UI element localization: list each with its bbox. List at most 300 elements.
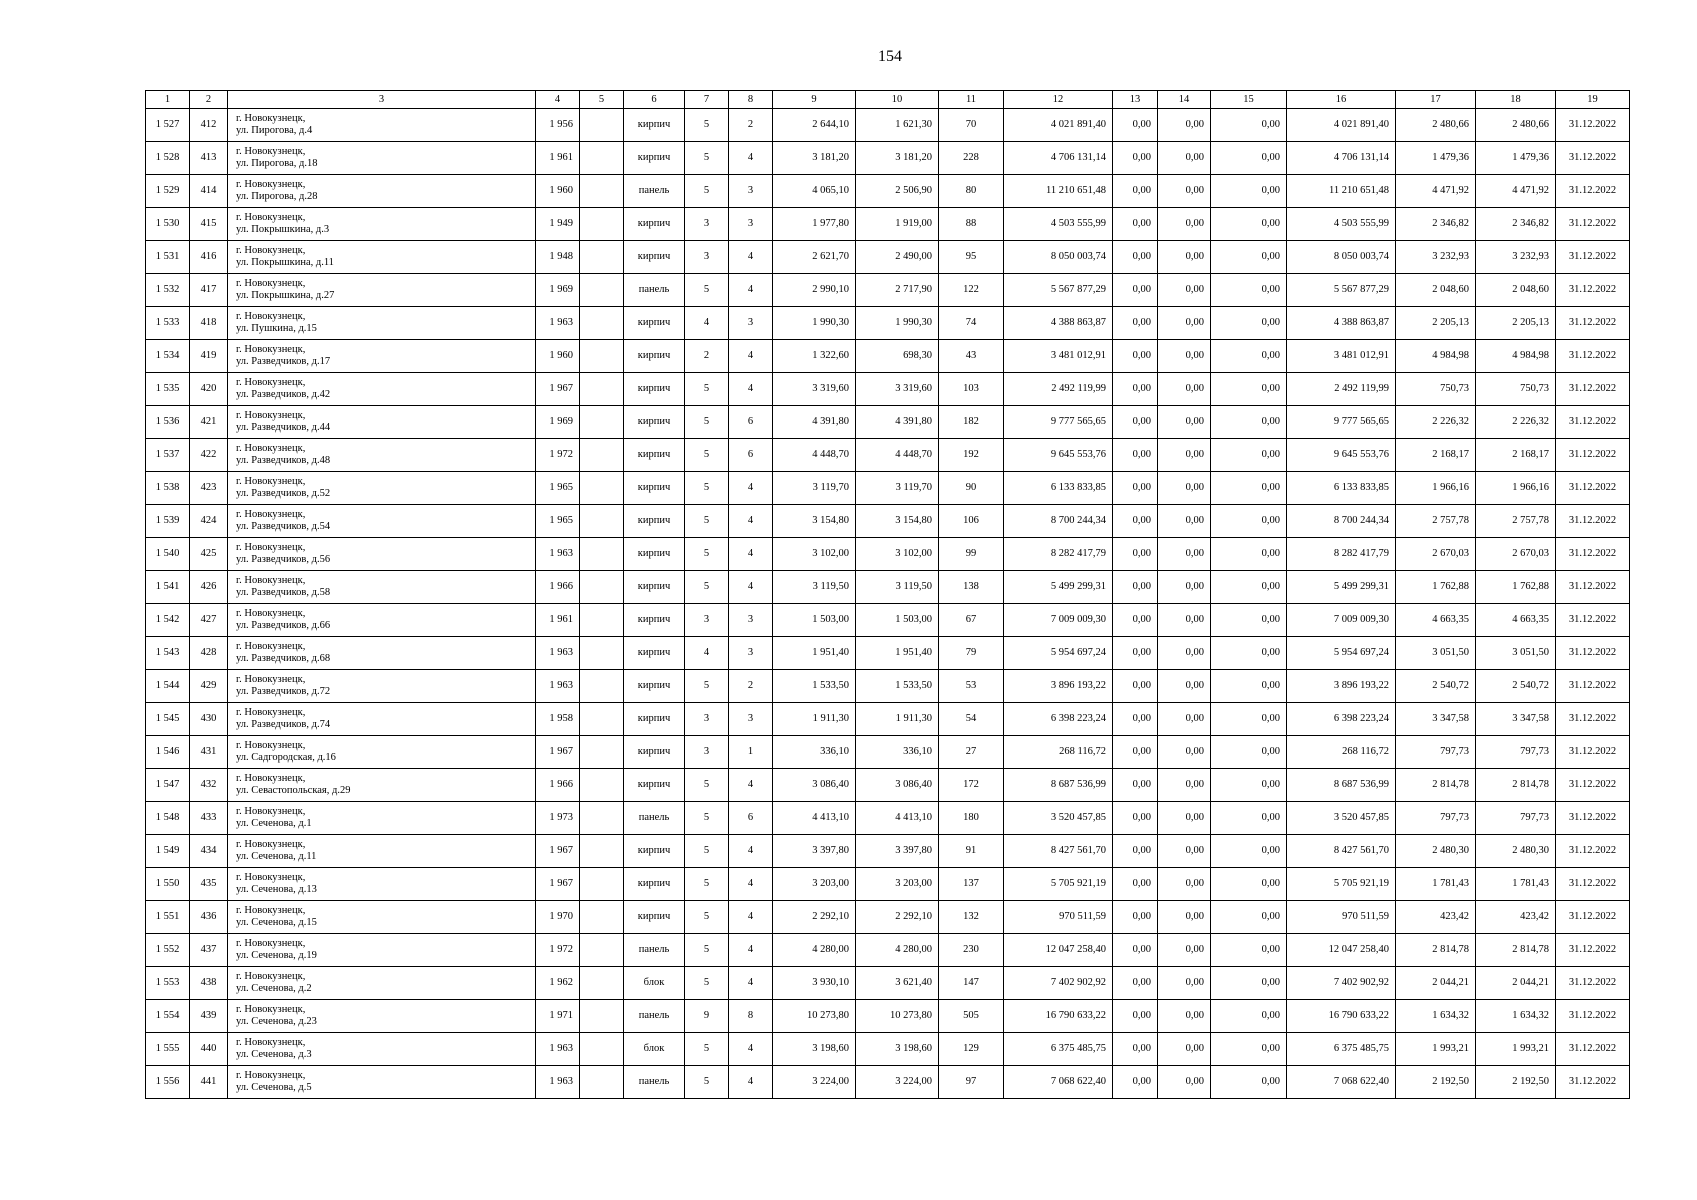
cell-col-12: 8 687 536,99 [1004, 769, 1113, 802]
cell-col-11: 147 [939, 967, 1004, 1000]
cell-col-17: 4 471,92 [1396, 175, 1476, 208]
address-street: ул. Сеченова, д.5 [236, 1082, 312, 1093]
address-street: ул. Садгородская, д.16 [236, 752, 336, 763]
cell-col-10: 3 397,80 [856, 835, 939, 868]
cell-col-9: 1 911,30 [773, 703, 856, 736]
cell-col-8: 3 [729, 208, 773, 241]
cell-col-8: 2 [729, 670, 773, 703]
cell-col-5 [580, 670, 624, 703]
cell-col-1: 1 532 [146, 274, 190, 307]
cell-col-10: 2 717,90 [856, 274, 939, 307]
cell-col-5 [580, 967, 624, 1000]
cell-col-8: 3 [729, 703, 773, 736]
address-street: ул. Разведчиков, д.66 [236, 620, 331, 631]
address-city: г. Новокузнецк, [236, 344, 306, 355]
cell-col-11: 74 [939, 307, 1004, 340]
cell-col-11: 88 [939, 208, 1004, 241]
cell-col-11: 27 [939, 736, 1004, 769]
cell-col-10: 4 280,00 [856, 934, 939, 967]
cell-col-12: 8 427 561,70 [1004, 835, 1113, 868]
cell-col-17: 423,42 [1396, 901, 1476, 934]
address-cell [228, 538, 536, 571]
cell-col-16: 16 790 633,22 [1287, 1000, 1396, 1033]
table-row [146, 340, 1630, 373]
cell-col-12: 5 954 697,24 [1004, 637, 1113, 670]
cell-col-10: 2 292,10 [856, 901, 939, 934]
cell-col-18: 2 670,03 [1476, 538, 1556, 571]
cell-col-9: 3 119,50 [773, 571, 856, 604]
address-street: ул. Разведчиков, д.54 [236, 521, 331, 532]
cell-col-5 [580, 802, 624, 835]
cell-col-16: 9 645 553,76 [1287, 439, 1396, 472]
cell-col-5 [580, 868, 624, 901]
cell-col-15: 0,00 [1211, 1066, 1287, 1099]
cell-col-6: кирпич [624, 604, 685, 637]
cell-col-12: 8 050 003,74 [1004, 241, 1113, 274]
cell-col-13: 0,00 [1113, 538, 1158, 571]
cell-col-17: 2 757,78 [1396, 505, 1476, 538]
cell-col-17: 2 048,60 [1396, 274, 1476, 307]
cell-col-12: 6 375 485,75 [1004, 1033, 1113, 1066]
cell-col-4: 1 965 [536, 472, 580, 505]
cell-col-1: 1 531 [146, 241, 190, 274]
cell-col-6: кирпич [624, 868, 685, 901]
cell-col-8: 4 [729, 505, 773, 538]
cell-col-19: 31.12.2022 [1556, 142, 1630, 175]
cell-col-8: 3 [729, 637, 773, 670]
cell-col-11: 67 [939, 604, 1004, 637]
cell-col-8: 4 [729, 835, 773, 868]
cell-col-7: 3 [685, 604, 729, 637]
cell-col-15: 0,00 [1211, 967, 1287, 1000]
cell-col-14: 0,00 [1158, 571, 1211, 604]
cell-col-17: 2 346,82 [1396, 208, 1476, 241]
cell-col-4: 1 963 [536, 670, 580, 703]
cell-col-16: 8 282 417,79 [1287, 538, 1396, 571]
cell-col-12: 5 499 299,31 [1004, 571, 1113, 604]
cell-col-2: 426 [190, 571, 228, 604]
cell-col-14: 0,00 [1158, 505, 1211, 538]
cell-col-2: 417 [190, 274, 228, 307]
cell-col-14: 0,00 [1158, 109, 1211, 142]
column-header-8: 8 [729, 91, 773, 109]
cell-col-6: кирпич [624, 505, 685, 538]
address-cell [228, 241, 536, 274]
cell-col-13: 0,00 [1113, 241, 1158, 274]
cell-col-8: 4 [729, 340, 773, 373]
cell-col-9: 1 990,30 [773, 307, 856, 340]
cell-col-12: 16 790 633,22 [1004, 1000, 1113, 1033]
cell-col-13: 0,00 [1113, 307, 1158, 340]
cell-col-5 [580, 472, 624, 505]
cell-col-8: 4 [729, 373, 773, 406]
cell-col-8: 6 [729, 802, 773, 835]
cell-col-11: 182 [939, 406, 1004, 439]
cell-col-12: 6 133 833,85 [1004, 472, 1113, 505]
cell-col-18: 1 966,16 [1476, 472, 1556, 505]
cell-col-19: 31.12.2022 [1556, 967, 1630, 1000]
cell-col-10: 1 919,00 [856, 208, 939, 241]
cell-col-15: 0,00 [1211, 241, 1287, 274]
cell-col-4: 1 967 [536, 868, 580, 901]
table-row [146, 670, 1630, 703]
column-header-4: 4 [536, 91, 580, 109]
cell-col-4: 1 956 [536, 109, 580, 142]
cell-col-7: 5 [685, 1033, 729, 1066]
column-header-17: 17 [1396, 91, 1476, 109]
cell-col-16: 5 567 877,29 [1287, 274, 1396, 307]
cell-col-5 [580, 901, 624, 934]
cell-col-10: 3 119,70 [856, 472, 939, 505]
address-street: ул. Сеченова, д.1 [236, 818, 312, 829]
cell-col-7: 5 [685, 175, 729, 208]
address-cell [228, 505, 536, 538]
cell-col-9: 3 930,10 [773, 967, 856, 1000]
cell-col-13: 0,00 [1113, 868, 1158, 901]
table-row [146, 802, 1630, 835]
column-header-3: 3 [228, 91, 536, 109]
cell-col-19: 31.12.2022 [1556, 571, 1630, 604]
cell-col-19: 31.12.2022 [1556, 472, 1630, 505]
cell-col-17: 1 479,36 [1396, 142, 1476, 175]
cell-col-13: 0,00 [1113, 571, 1158, 604]
table-row [146, 406, 1630, 439]
cell-col-2: 429 [190, 670, 228, 703]
cell-col-6: кирпич [624, 571, 685, 604]
cell-col-13: 0,00 [1113, 769, 1158, 802]
cell-col-13: 0,00 [1113, 835, 1158, 868]
cell-col-14: 0,00 [1158, 1033, 1211, 1066]
cell-col-11: 97 [939, 1066, 1004, 1099]
cell-col-7: 5 [685, 439, 729, 472]
address-street: ул. Разведчиков, д.74 [236, 719, 331, 730]
address-cell [228, 571, 536, 604]
cell-col-14: 0,00 [1158, 769, 1211, 802]
address-street: ул. Сеченова, д.15 [236, 917, 317, 928]
cell-col-9: 1 951,40 [773, 637, 856, 670]
cell-col-14: 0,00 [1158, 835, 1211, 868]
cell-col-4: 1 966 [536, 769, 580, 802]
address-city: г. Новокузнецк, [236, 179, 306, 190]
cell-col-2: 434 [190, 835, 228, 868]
address-cell [228, 901, 536, 934]
cell-col-8: 4 [729, 769, 773, 802]
cell-col-2: 428 [190, 637, 228, 670]
address-street: ул. Разведчиков, д.42 [236, 389, 331, 400]
cell-col-14: 0,00 [1158, 439, 1211, 472]
cell-col-19: 31.12.2022 [1556, 1000, 1630, 1033]
cell-col-11: 172 [939, 769, 1004, 802]
address-cell [228, 175, 536, 208]
cell-col-14: 0,00 [1158, 340, 1211, 373]
cell-col-18: 2 757,78 [1476, 505, 1556, 538]
address-city: г. Новокузнецк, [236, 443, 306, 454]
cell-col-10: 10 273,80 [856, 1000, 939, 1033]
cell-col-5 [580, 835, 624, 868]
cell-col-19: 31.12.2022 [1556, 505, 1630, 538]
cell-col-2: 415 [190, 208, 228, 241]
address-city: г. Новокузнецк, [236, 707, 306, 718]
cell-col-16: 970 511,59 [1287, 901, 1396, 934]
cell-col-9: 2 292,10 [773, 901, 856, 934]
cell-col-9: 10 273,80 [773, 1000, 856, 1033]
cell-col-19: 31.12.2022 [1556, 406, 1630, 439]
cell-col-6: кирпич [624, 736, 685, 769]
table-row [146, 175, 1630, 208]
cell-col-14: 0,00 [1158, 142, 1211, 175]
cell-col-2: 420 [190, 373, 228, 406]
cell-col-1: 1 547 [146, 769, 190, 802]
cell-col-11: 54 [939, 703, 1004, 736]
table-row [146, 538, 1630, 571]
cell-col-1: 1 530 [146, 208, 190, 241]
cell-col-15: 0,00 [1211, 868, 1287, 901]
cell-col-8: 4 [729, 1033, 773, 1066]
cell-col-10: 698,30 [856, 340, 939, 373]
cell-col-17: 2 540,72 [1396, 670, 1476, 703]
cell-col-10: 3 086,40 [856, 769, 939, 802]
cell-col-8: 8 [729, 1000, 773, 1033]
cell-col-13: 0,00 [1113, 208, 1158, 241]
address-city: г. Новокузнецк, [236, 839, 306, 850]
address-city: г. Новокузнецк, [236, 971, 306, 982]
cell-col-19: 31.12.2022 [1556, 835, 1630, 868]
cell-col-16: 7 402 902,92 [1287, 967, 1396, 1000]
cell-col-15: 0,00 [1211, 109, 1287, 142]
cell-col-9: 2 990,10 [773, 274, 856, 307]
cell-col-10: 4 448,70 [856, 439, 939, 472]
table-row [146, 439, 1630, 472]
cell-col-5 [580, 1000, 624, 1033]
address-cell [228, 604, 536, 637]
cell-col-4: 1 967 [536, 373, 580, 406]
table-body [146, 109, 1630, 1099]
table-row [146, 208, 1630, 241]
cell-col-1: 1 543 [146, 637, 190, 670]
cell-col-1: 1 546 [146, 736, 190, 769]
table-row [146, 241, 1630, 274]
cell-col-4: 1 969 [536, 274, 580, 307]
cell-col-1: 1 548 [146, 802, 190, 835]
address-cell [228, 307, 536, 340]
cell-col-5 [580, 1033, 624, 1066]
cell-col-1: 1 550 [146, 868, 190, 901]
cell-col-10: 3 154,80 [856, 505, 939, 538]
cell-col-12: 4 503 555,99 [1004, 208, 1113, 241]
cell-col-15: 0,00 [1211, 340, 1287, 373]
cell-col-12: 5 705 921,19 [1004, 868, 1113, 901]
cell-col-9: 1 503,00 [773, 604, 856, 637]
cell-col-18: 4 984,98 [1476, 340, 1556, 373]
column-header-11: 11 [939, 91, 1004, 109]
cell-col-11: 79 [939, 637, 1004, 670]
cell-col-13: 0,00 [1113, 934, 1158, 967]
cell-col-9: 3 198,60 [773, 1033, 856, 1066]
cell-col-8: 3 [729, 175, 773, 208]
table-row [146, 142, 1630, 175]
cell-col-12: 268 116,72 [1004, 736, 1113, 769]
cell-col-7: 5 [685, 934, 729, 967]
cell-col-12: 7 068 622,40 [1004, 1066, 1113, 1099]
cell-col-18: 1 993,21 [1476, 1033, 1556, 1066]
address-city: г. Новокузнецк, [236, 245, 306, 256]
cell-col-17: 4 663,35 [1396, 604, 1476, 637]
cell-col-16: 4 503 555,99 [1287, 208, 1396, 241]
cell-col-6: кирпич [624, 670, 685, 703]
address-city: г. Новокузнецк, [236, 905, 306, 916]
cell-col-9: 3 319,60 [773, 373, 856, 406]
column-header-14: 14 [1158, 91, 1211, 109]
cell-col-4: 1 973 [536, 802, 580, 835]
cell-col-16: 5 499 299,31 [1287, 571, 1396, 604]
cell-col-16: 8 427 561,70 [1287, 835, 1396, 868]
table-row [146, 505, 1630, 538]
cell-col-12: 3 896 193,22 [1004, 670, 1113, 703]
cell-col-11: 53 [939, 670, 1004, 703]
cell-col-5 [580, 274, 624, 307]
cell-col-5 [580, 439, 624, 472]
cell-col-9: 4 391,80 [773, 406, 856, 439]
cell-col-13: 0,00 [1113, 274, 1158, 307]
cell-col-13: 0,00 [1113, 142, 1158, 175]
cell-col-14: 0,00 [1158, 736, 1211, 769]
cell-col-1: 1 542 [146, 604, 190, 637]
address-street: ул. Разведчиков, д.52 [236, 488, 331, 499]
cell-col-19: 31.12.2022 [1556, 175, 1630, 208]
address-street: ул. Покрышкина, д.3 [236, 224, 330, 235]
cell-col-5 [580, 604, 624, 637]
cell-col-4: 1 963 [536, 637, 580, 670]
cell-col-16: 268 116,72 [1287, 736, 1396, 769]
cell-col-17: 2 480,66 [1396, 109, 1476, 142]
address-street: ул. Пушкина, д.15 [236, 323, 317, 334]
cell-col-1: 1 553 [146, 967, 190, 1000]
cell-col-19: 31.12.2022 [1556, 208, 1630, 241]
cell-col-17: 797,73 [1396, 802, 1476, 835]
cell-col-6: кирпич [624, 835, 685, 868]
address-cell [228, 637, 536, 670]
address-cell [228, 967, 536, 1000]
cell-col-9: 3 154,80 [773, 505, 856, 538]
cell-col-4: 1 967 [536, 835, 580, 868]
cell-col-19: 31.12.2022 [1556, 1033, 1630, 1066]
cell-col-10: 2 490,00 [856, 241, 939, 274]
cell-col-10: 1 503,00 [856, 604, 939, 637]
cell-col-13: 0,00 [1113, 175, 1158, 208]
cell-col-14: 0,00 [1158, 1000, 1211, 1033]
cell-col-4: 1 965 [536, 505, 580, 538]
cell-col-12: 9 777 565,65 [1004, 406, 1113, 439]
cell-col-2: 433 [190, 802, 228, 835]
cell-col-8: 4 [729, 142, 773, 175]
table-row [146, 472, 1630, 505]
cell-col-6: панель [624, 1000, 685, 1033]
cell-col-13: 0,00 [1113, 637, 1158, 670]
cell-col-6: кирпич [624, 307, 685, 340]
address-cell [228, 142, 536, 175]
cell-col-15: 0,00 [1211, 274, 1287, 307]
cell-col-9: 3 203,00 [773, 868, 856, 901]
cell-col-13: 0,00 [1113, 670, 1158, 703]
address-street: ул. Сеченова, д.19 [236, 950, 317, 961]
cell-col-7: 2 [685, 340, 729, 373]
cell-col-15: 0,00 [1211, 604, 1287, 637]
cell-col-11: 180 [939, 802, 1004, 835]
address-cell [228, 802, 536, 835]
cell-col-2: 440 [190, 1033, 228, 1066]
cell-col-14: 0,00 [1158, 901, 1211, 934]
cell-col-2: 419 [190, 340, 228, 373]
cell-col-1: 1 556 [146, 1066, 190, 1099]
cell-col-2: 430 [190, 703, 228, 736]
cell-col-2: 412 [190, 109, 228, 142]
address-city: г. Новокузнецк, [236, 113, 306, 124]
cell-col-7: 3 [685, 208, 729, 241]
cell-col-8: 4 [729, 472, 773, 505]
cell-col-4: 1 963 [536, 1033, 580, 1066]
cell-col-7: 5 [685, 901, 729, 934]
cell-col-16: 5 954 697,24 [1287, 637, 1396, 670]
cell-col-7: 5 [685, 406, 729, 439]
cell-col-4: 1 961 [536, 142, 580, 175]
address-city: г. Новокузнецк, [236, 1004, 306, 1015]
cell-col-18: 2 044,21 [1476, 967, 1556, 1000]
table-row [146, 934, 1630, 967]
cell-col-11: 137 [939, 868, 1004, 901]
cell-col-12: 3 481 012,91 [1004, 340, 1113, 373]
cell-col-16: 8 700 244,34 [1287, 505, 1396, 538]
cell-col-17: 3 232,93 [1396, 241, 1476, 274]
address-street: ул. Покрышкина, д.27 [236, 290, 335, 301]
cell-col-15: 0,00 [1211, 571, 1287, 604]
cell-col-2: 438 [190, 967, 228, 1000]
cell-col-13: 0,00 [1113, 472, 1158, 505]
address-street: ул. Севастопольская, д.29 [236, 785, 351, 796]
cell-col-9: 1 533,50 [773, 670, 856, 703]
cell-col-17: 2 670,03 [1396, 538, 1476, 571]
cell-col-9: 1 977,80 [773, 208, 856, 241]
cell-col-16: 7 009 009,30 [1287, 604, 1396, 637]
cell-col-18: 2 205,13 [1476, 307, 1556, 340]
cell-col-7: 4 [685, 307, 729, 340]
cell-col-2: 436 [190, 901, 228, 934]
cell-col-10: 3 224,00 [856, 1066, 939, 1099]
cell-col-11: 138 [939, 571, 1004, 604]
cell-col-16: 6 375 485,75 [1287, 1033, 1396, 1066]
cell-col-13: 0,00 [1113, 736, 1158, 769]
cell-col-19: 31.12.2022 [1556, 274, 1630, 307]
cell-col-13: 0,00 [1113, 1000, 1158, 1033]
cell-col-9: 4 065,10 [773, 175, 856, 208]
cell-col-15: 0,00 [1211, 637, 1287, 670]
address-street: ул. Покрышкина, д.11 [236, 257, 334, 268]
cell-col-14: 0,00 [1158, 868, 1211, 901]
cell-col-6: кирпич [624, 901, 685, 934]
address-street: ул. Сеченова, д.13 [236, 884, 317, 895]
address-cell [228, 934, 536, 967]
address-city: г. Новокузнецк, [236, 674, 306, 685]
cell-col-8: 4 [729, 241, 773, 274]
cell-col-1: 1 535 [146, 373, 190, 406]
address-cell [228, 1066, 536, 1099]
table-row [146, 901, 1630, 934]
cell-col-14: 0,00 [1158, 175, 1211, 208]
cell-col-15: 0,00 [1211, 472, 1287, 505]
cell-col-19: 31.12.2022 [1556, 307, 1630, 340]
cell-col-11: 95 [939, 241, 1004, 274]
cell-col-17: 2 044,21 [1396, 967, 1476, 1000]
cell-col-8: 6 [729, 439, 773, 472]
